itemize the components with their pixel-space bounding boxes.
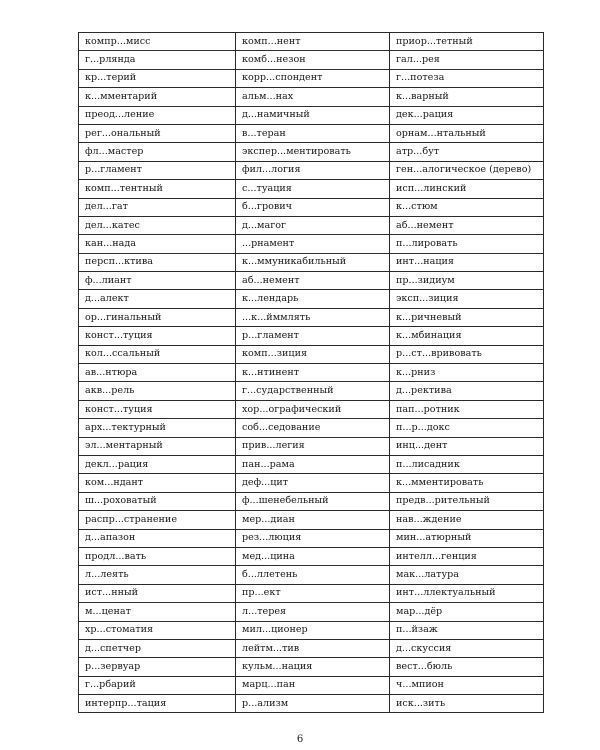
table-cell: г...потеза bbox=[390, 69, 544, 87]
table-cell: конст...туция bbox=[79, 327, 236, 345]
table-cell: гал...рея bbox=[390, 51, 544, 69]
table-cell: б...ллетень bbox=[236, 566, 390, 584]
table-cell: кол...ссальный bbox=[79, 345, 236, 363]
table-row bbox=[79, 143, 544, 161]
table-cell: мер...диан bbox=[236, 511, 390, 529]
table-cell: м...ценат bbox=[79, 603, 236, 621]
table-cell: дел...гат bbox=[79, 198, 236, 216]
table-cell: к...ричневый bbox=[390, 308, 544, 326]
table-cell: мед...цина bbox=[236, 547, 390, 565]
table-cell: к...нтинент bbox=[236, 364, 390, 382]
table-row bbox=[79, 51, 544, 69]
table-cell: п...лировать bbox=[390, 235, 544, 253]
table-row bbox=[79, 584, 544, 602]
table-cell: интерпр...тация bbox=[79, 695, 236, 713]
table-row bbox=[79, 180, 544, 198]
table-row bbox=[79, 272, 544, 290]
table-cell: ч...мпион bbox=[390, 676, 544, 694]
table-cell: мак...латура bbox=[390, 566, 544, 584]
table-cell: кульм...нация bbox=[236, 658, 390, 676]
table-cell: с...туация bbox=[236, 180, 390, 198]
table-cell: ком...ндант bbox=[79, 474, 236, 492]
table-cell: р...гламент bbox=[79, 161, 236, 179]
table-cell: мил...ционер bbox=[236, 621, 390, 639]
table-cell: комп...зиция bbox=[236, 345, 390, 363]
table-cell: ...к...йммлять bbox=[236, 308, 390, 326]
table-cell: инт...нация bbox=[390, 253, 544, 271]
table-row bbox=[79, 621, 544, 639]
table-cell: мин...атюрный bbox=[390, 529, 544, 547]
table-cell: кр...терий bbox=[79, 69, 236, 87]
table-row bbox=[79, 492, 544, 510]
table-cell: г...рбарий bbox=[79, 676, 236, 694]
table-cell: арх...тектурный bbox=[79, 419, 236, 437]
table-cell: ор...гинальный bbox=[79, 308, 236, 326]
table-cell: мар...дёр bbox=[390, 603, 544, 621]
table-cell: деф...цит bbox=[236, 474, 390, 492]
table-cell: р...гламент bbox=[236, 327, 390, 345]
table-row bbox=[79, 69, 544, 87]
table-cell: пан...рама bbox=[236, 455, 390, 473]
table-cell: р...ализм bbox=[236, 695, 390, 713]
table-row bbox=[79, 198, 544, 216]
table-cell: п...йзаж bbox=[390, 621, 544, 639]
table-cell: рез...люция bbox=[236, 529, 390, 547]
table-cell: д...спетчер bbox=[79, 639, 236, 657]
table-cell: акв...рель bbox=[79, 382, 236, 400]
table-cell: г...рлянда bbox=[79, 51, 236, 69]
table-cell: пр...зидиум bbox=[390, 272, 544, 290]
table-row bbox=[79, 161, 544, 179]
table-cell: хр...стоматия bbox=[79, 621, 236, 639]
table-cell: нав...ждение bbox=[390, 511, 544, 529]
table-row bbox=[79, 437, 544, 455]
table-cell: продл...вать bbox=[79, 547, 236, 565]
table-cell: дел...катес bbox=[79, 216, 236, 234]
table-row bbox=[79, 566, 544, 584]
table-cell: пап...ротник bbox=[390, 400, 544, 418]
table-cell: пр...ект bbox=[236, 584, 390, 602]
table-cell: комп...тентный bbox=[79, 180, 236, 198]
table-cell: р...зервуар bbox=[79, 658, 236, 676]
table-row bbox=[79, 327, 544, 345]
table-cell: к...мментарий bbox=[79, 88, 236, 106]
table-cell: рег...ональный bbox=[79, 124, 236, 142]
table-row bbox=[79, 33, 544, 51]
table-cell: л...леять bbox=[79, 566, 236, 584]
table-cell: комб...незон bbox=[236, 51, 390, 69]
word-table-container bbox=[78, 32, 543, 713]
table-cell: к...варный bbox=[390, 88, 544, 106]
word-table-body bbox=[79, 33, 544, 713]
table-row bbox=[79, 382, 544, 400]
table-cell: вест...бюль bbox=[390, 658, 544, 676]
table-cell: соб...седование bbox=[236, 419, 390, 437]
table-cell: к...мментировать bbox=[390, 474, 544, 492]
table-cell: ист...нный bbox=[79, 584, 236, 602]
table-cell: аб...немент bbox=[390, 216, 544, 234]
table-cell: конст...туция bbox=[79, 400, 236, 418]
table-cell: атр...бут bbox=[390, 143, 544, 161]
table-cell: фил...логия bbox=[236, 161, 390, 179]
table-cell: распр...странение bbox=[79, 511, 236, 529]
table-cell: кан...нада bbox=[79, 235, 236, 253]
table-cell: п...лисадник bbox=[390, 455, 544, 473]
table-cell: интелл...генция bbox=[390, 547, 544, 565]
table-cell: инт...ллектуальный bbox=[390, 584, 544, 602]
table-cell: декл...рация bbox=[79, 455, 236, 473]
table-row bbox=[79, 88, 544, 106]
table-cell: орнам...нтальный bbox=[390, 124, 544, 142]
table-row bbox=[79, 695, 544, 713]
table-cell: компр...мисс bbox=[79, 33, 236, 51]
table-cell: иск...зить bbox=[390, 695, 544, 713]
table-cell: экспер...ментировать bbox=[236, 143, 390, 161]
table-row bbox=[79, 364, 544, 382]
table-cell: к...стюм bbox=[390, 198, 544, 216]
table-cell: ф...шенебельный bbox=[236, 492, 390, 510]
table-cell: ...рнамент bbox=[236, 235, 390, 253]
table-cell: аб...немент bbox=[236, 272, 390, 290]
table-cell: д...намичный bbox=[236, 106, 390, 124]
table-row bbox=[79, 676, 544, 694]
table-cell: д...алект bbox=[79, 290, 236, 308]
table-row bbox=[79, 235, 544, 253]
table-cell: д...ректива bbox=[390, 382, 544, 400]
table-cell: ген...алогическое (дерево) bbox=[390, 161, 544, 179]
table-row bbox=[79, 474, 544, 492]
table-cell: ав...нтюра bbox=[79, 364, 236, 382]
table-cell: лейтм...тив bbox=[236, 639, 390, 657]
table-cell: фл...мастер bbox=[79, 143, 236, 161]
table-cell: к...ммуникабильный bbox=[236, 253, 390, 271]
table-row bbox=[79, 106, 544, 124]
table-row bbox=[79, 308, 544, 326]
table-cell: к...лендарь bbox=[236, 290, 390, 308]
table-cell: г...сударственный bbox=[236, 382, 390, 400]
word-table bbox=[78, 32, 544, 713]
table-cell: б...грович bbox=[236, 198, 390, 216]
table-cell: эксп...зиция bbox=[390, 290, 544, 308]
table-cell: ф...лиант bbox=[79, 272, 236, 290]
table-cell: дек...рация bbox=[390, 106, 544, 124]
table-cell: персп...ктива bbox=[79, 253, 236, 271]
table-cell: ш...роховатый bbox=[79, 492, 236, 510]
table-row bbox=[79, 253, 544, 271]
table-row bbox=[79, 529, 544, 547]
page-number: 6 bbox=[296, 734, 304, 745]
table-cell: к...рниз bbox=[390, 364, 544, 382]
table-row bbox=[79, 603, 544, 621]
table-cell: корр...спондент bbox=[236, 69, 390, 87]
table-row bbox=[79, 419, 544, 437]
table-cell: к...мбинация bbox=[390, 327, 544, 345]
table-cell: д...апазон bbox=[79, 529, 236, 547]
table-row bbox=[79, 216, 544, 234]
table-row bbox=[79, 639, 544, 657]
table-cell: марц...пан bbox=[236, 676, 390, 694]
table-cell: п...р...докс bbox=[390, 419, 544, 437]
table-cell: приор...тетный bbox=[390, 33, 544, 51]
table-cell: д...магог bbox=[236, 216, 390, 234]
table-row bbox=[79, 400, 544, 418]
table-row bbox=[79, 511, 544, 529]
table-cell: эл...ментарный bbox=[79, 437, 236, 455]
table-cell: инц...дент bbox=[390, 437, 544, 455]
table-row bbox=[79, 455, 544, 473]
table-row bbox=[79, 124, 544, 142]
table-cell: р...ст...вривовать bbox=[390, 345, 544, 363]
table-row bbox=[79, 547, 544, 565]
table-cell: в...теран bbox=[236, 124, 390, 142]
table-cell: комп...нент bbox=[236, 33, 390, 51]
table-row bbox=[79, 658, 544, 676]
table-cell: хор...ографический bbox=[236, 400, 390, 418]
table-cell: л...терея bbox=[236, 603, 390, 621]
table-cell: исп...линский bbox=[390, 180, 544, 198]
table-cell: преод...ление bbox=[79, 106, 236, 124]
table-cell: прив...легия bbox=[236, 437, 390, 455]
table-cell: альм...нах bbox=[236, 88, 390, 106]
table-cell: д...скуссия bbox=[390, 639, 544, 657]
table-cell: предв...рительный bbox=[390, 492, 544, 510]
table-row bbox=[79, 345, 544, 363]
table-row bbox=[79, 290, 544, 308]
